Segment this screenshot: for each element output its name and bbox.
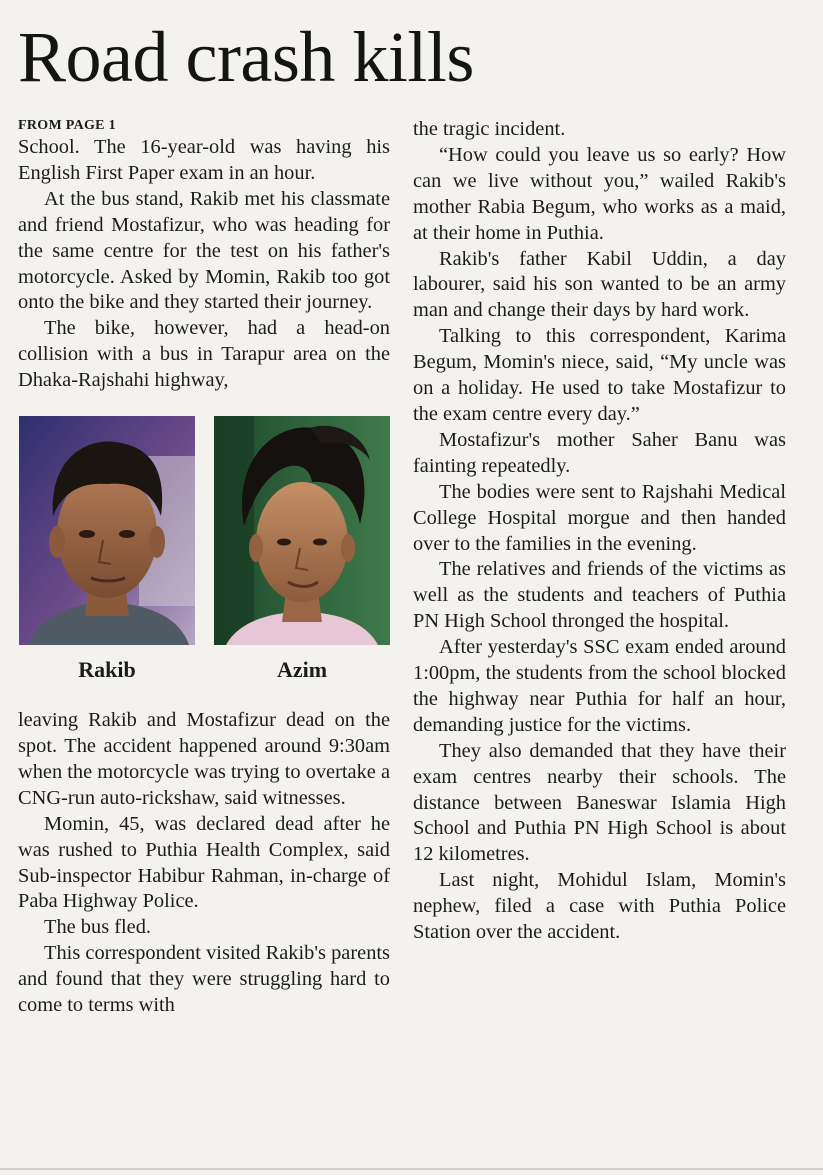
paragraph: Last night, Mohidul Islam, Momin's nephew, filed a case with Puthia Police Station over the accident. xyxy=(413,869,786,944)
photo-row xyxy=(18,416,390,708)
paragraph: Rakib's father Kabil Uddin, a day labourer, said his son wanted to be an army man and change their days by hard work. xyxy=(413,247,786,322)
bottom-divider xyxy=(0,1168,823,1170)
paragraph: The relatives and friends of the victims as well as the students and teachers of Puthia PN High School thronged the hospital. xyxy=(413,558,786,633)
paragraph: leaving Rakib and Mostafizur dead on the spot. The accident happened around 9:30am when the motorcycle was trying to overtake a CNG-run auto-rickshaw, said witnesses. xyxy=(18,709,390,809)
paragraph: They also demanded that they have their exam centres nearby their schools. The distance between Baneswar Islamia High School and Puthia PN High School is about 12 kilometres. xyxy=(413,739,786,866)
paragraph: Mostafizur's mother Saher Banu was fainting repeatedly. xyxy=(413,428,786,477)
paragraph: After yesterday's SSC exam ended around 1:00pm, the students from the school blocked the highway near Puthia for half an hour, demanding justice for the victims. xyxy=(413,636,786,736)
left-column xyxy=(18,117,390,1019)
paragraph: The bike, however, had a head-on collision with a bus in Tarapur area on the Dhaka-Rajshahi highway, xyxy=(18,317,390,392)
right-column xyxy=(413,117,786,946)
paragraph: The bodies were sent to Rajshahi Medical College Hospital morgue and then handed over to the families in the evening. xyxy=(413,480,786,555)
headline: Road crash kills xyxy=(18,17,474,97)
rakib-caption: Rakib xyxy=(78,657,136,683)
paragraph: At the bus stand, Rakib met his classmate and friend Mostafizur, who was heading for the same centre for the test on his father's motorcycle. Asked by Momin, Rakib too got onto the bike and they started their journey. xyxy=(18,187,390,314)
azim-caption: Azim xyxy=(276,657,328,683)
kicker: FROM PAGE 1 xyxy=(18,118,116,133)
paragraph: This correspondent visited Rakib's parents and found that they were struggling hard to come to terms with xyxy=(18,942,390,1017)
rakib-photo xyxy=(19,416,195,645)
paragraph: Talking to this correspondent, Karima Begum, Momin's niece, said, “My uncle was on a holiday. He used to take Mostafizur to the exam centre every day.” xyxy=(413,325,786,425)
paragraph: Momin, 45, was declared dead after he was rushed to Puthia Health Complex, said Sub-inspector Habibur Rahman, in-charge of Paba Highway Police. xyxy=(18,812,390,913)
paragraph: “How could you leave us so early? How can we live without you,” wailed Rakib's mother Rabia Begum, who works as a maid, at their home in Puthia. xyxy=(413,143,786,244)
paragraph: School. The 16-year-old was having his English First Paper exam in an hour. xyxy=(18,136,390,184)
paragraph: The bus fled. xyxy=(44,916,152,939)
paragraph: the tragic incident. xyxy=(413,118,566,140)
azim-photo xyxy=(214,416,390,645)
